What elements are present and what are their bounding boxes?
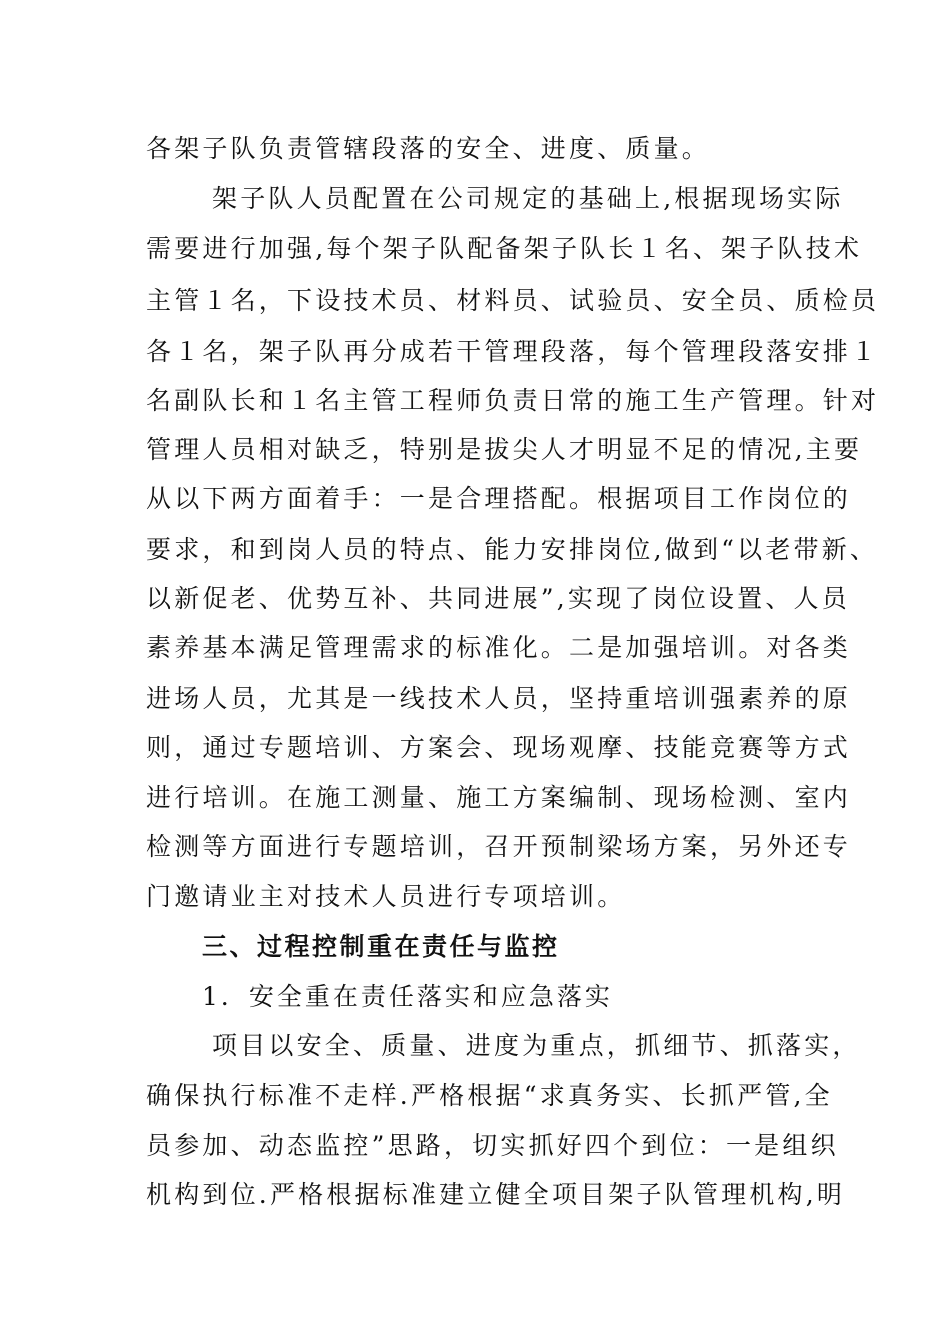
paragraph-line: 从以下两方面着手：一是合理搭配。根据项目工作岗位的: [146, 484, 852, 513]
section-heading: 三、过程控制重在责任与监控: [202, 932, 560, 961]
paragraph-line: 门邀请业主对技术人员进行专项培训。: [146, 882, 626, 911]
paragraph-line: 确保执行标准不走样.严格根据“求真务实、长抓严管,全: [146, 1081, 833, 1110]
paragraph-line: 检测等方面进行专题培训，召开预制梁场方案，另外还专: [146, 832, 852, 861]
paragraph-line: 管理人员相对缺乏，特别是拔尖人才明显不足的情况,主要: [146, 435, 863, 464]
paragraph-line: 进行培训。在施工测量、施工方案编制、现场检测、室内: [146, 783, 852, 812]
paragraph-line: 名副队长和１名主管工程师负责日常的施工生产管理。针对: [146, 386, 880, 415]
subsection-heading: 1．安全重在责任落实和应急落实: [202, 982, 613, 1011]
paragraph-line: 项目以安全、质量、进度为重点，抓细节、抓落实，: [212, 1031, 861, 1060]
paragraph-line: 主管１名，下设技术员、材料员、试验员、安全员、质检员: [146, 286, 880, 315]
paragraph-line: 需要进行加强,每个架子队配备架子队长１名、架子队技术: [146, 234, 863, 263]
paragraph-line: 则，通过专题培训、方案会、现场观摩、技能竞赛等方式: [146, 733, 852, 762]
paragraph-line: 架子队人员配置在公司规定的基础上,根据现场实际: [212, 184, 844, 213]
paragraph-line: 各１名，架子队再分成若干管理段落，每个管理段落安排１: [146, 337, 880, 366]
paragraph-line: 要求，和到岗人员的特点、能力安排岗位,做到“以老带新、: [146, 535, 879, 564]
paragraph-line: 员参加、动态监控”思路，切实抓好四个到位：一是组织: [146, 1131, 839, 1160]
paragraph-line: 各架子队负责管辖段落的安全、进度、质量。: [146, 134, 711, 163]
paragraph-line: 进场人员，尤其是一线技术人员，坚持重培训强素养的原: [146, 684, 852, 713]
paragraph-line: 机构到位.严格根据标准建立健全项目架子队管理机构,明: [146, 1180, 846, 1209]
paragraph-line: 以新促老、优势互补、共同进展”,实现了岗位设置、人员: [146, 584, 850, 613]
paragraph-line: 素养基本满足管理需求的标准化。二是加强培训。对各类: [146, 633, 852, 662]
